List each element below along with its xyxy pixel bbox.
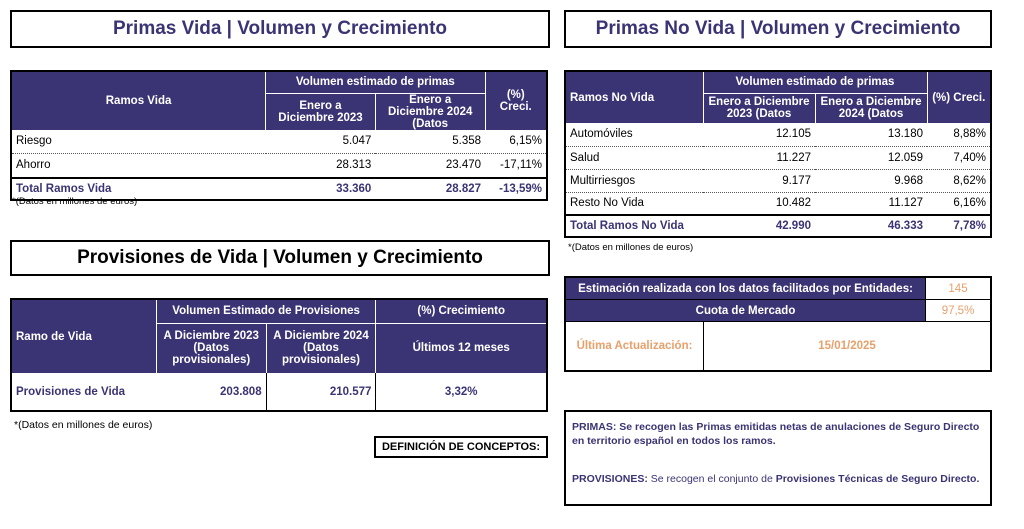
entidades-value: 145 xyxy=(926,278,990,300)
primas-text-c: en todos los ramos. xyxy=(673,435,776,447)
provisiones-note: *(Datos en millones de euros) xyxy=(14,419,153,431)
header-2024: Enero a Diciembre 2024 (Datos xyxy=(815,93,927,123)
provisiones-table xyxy=(10,298,548,412)
row-2023: 203.808 xyxy=(156,373,266,411)
row-creci: -17,11% xyxy=(485,154,547,178)
primas-novida-table xyxy=(564,70,992,238)
header-creci: (%) Creci. xyxy=(485,71,547,130)
definicion-conceptos-label: DEFINICIÓN DE CONCEPTOS: xyxy=(374,436,548,458)
provisiones-text-a: Se recogen el conjunto de xyxy=(650,473,776,485)
total-2023: 33.360 xyxy=(336,182,372,195)
header-2023: Enero a Diciembre 2023 xyxy=(266,93,376,130)
primas-text-a: Se recogen las xyxy=(619,421,697,433)
primas-vida-table xyxy=(10,70,548,201)
row-2024: 11.127 xyxy=(815,192,927,215)
row-name: Salud xyxy=(565,146,703,169)
primas-definition xyxy=(572,420,984,448)
row-name: Riesgo xyxy=(11,130,266,154)
total-row xyxy=(565,215,991,237)
table-row xyxy=(11,373,547,411)
row-creci: 6,15% xyxy=(485,130,547,154)
row-name: Ahorro xyxy=(11,154,266,178)
row-name: Automóviles xyxy=(565,123,703,146)
total-2023: 42.990 xyxy=(775,220,811,232)
table-row xyxy=(565,146,991,169)
total-creci: -13,59% xyxy=(499,182,542,195)
row-2023: 28.313 xyxy=(266,154,376,178)
row-name: Provisiones de Vida xyxy=(16,385,126,398)
header-2023: Enero a Diciembre 2023 (Datos xyxy=(703,93,815,123)
cuota-value: 97,5% xyxy=(926,300,990,322)
row-2023: 5.047 xyxy=(266,130,376,154)
actualizacion-label: Última Actualización: xyxy=(566,322,704,370)
header-dic-2024: A Diciembre 2024 (Datos provisionales) xyxy=(266,323,376,373)
primas-label: PRIMAS: xyxy=(572,421,617,433)
row-2024: 13.180 xyxy=(815,123,927,146)
row-creci: 8,88% xyxy=(927,123,991,146)
provisiones-label: PROVISIONES: xyxy=(572,473,648,485)
header-volumen-provisiones: Volumen Estimado de Provisiones xyxy=(156,299,376,323)
row-2024: 5.358 xyxy=(375,130,485,154)
header-ramos-vida: Ramos Vida xyxy=(11,71,266,130)
table-row xyxy=(11,154,547,178)
entidades-label: Estimación realizada con los datos facilitados por Entidades: xyxy=(566,278,926,300)
row-creci: 7,40% xyxy=(927,146,991,169)
table-row xyxy=(11,130,547,154)
header-volumen: Volumen estimado de primas xyxy=(703,71,927,93)
row-2023: 9.177 xyxy=(703,169,815,192)
table-row xyxy=(565,123,991,146)
row-creci: 6,16% xyxy=(927,192,991,215)
total-2024: 46.333 xyxy=(887,220,923,232)
header-dic-2023: A Diciembre 2023 (Datos provisionales) xyxy=(156,323,266,373)
row-2024: 210.577 xyxy=(266,373,376,411)
vida-note: *(Datos en millones de euros) xyxy=(12,196,138,207)
header-ramo-de-vida: Ramo de Vida xyxy=(11,299,156,373)
provisiones-text-b: Provisiones Técnicas de Seguro Directo. xyxy=(775,473,980,485)
header-volumen: Volumen estimado de primas xyxy=(266,71,485,93)
conceptos-panel xyxy=(564,410,992,506)
primas-novida-title: Primas No Vida | Volumen y Crecimiento xyxy=(564,10,992,48)
row-creci: 8,62% xyxy=(927,169,991,192)
primas-vida-title: Primas Vida | Volumen y Crecimiento xyxy=(10,10,550,48)
novida-note: *(Datos en millones de euros) xyxy=(568,242,694,253)
total-creci: 7,78% xyxy=(953,220,986,232)
row-2023: 10.482 xyxy=(703,192,815,215)
header-crecimiento: (%) Crecimiento xyxy=(376,299,547,323)
header-12-meses: Últimos 12 meses xyxy=(376,323,547,373)
provisiones-definition xyxy=(572,472,984,486)
row-name: Resto No Vida xyxy=(565,192,703,215)
row-2024: 9.968 xyxy=(815,169,927,192)
header-2024: Enero a Diciembre 2024 (Datos xyxy=(375,93,485,130)
primas-text-b: Primas emitidas netas de anulaciones de Seguro Directo en territorio español xyxy=(572,421,980,447)
row-2024: 23.470 xyxy=(375,154,485,178)
total-2024: 28.827 xyxy=(445,182,482,195)
estimacion-panel xyxy=(564,276,992,372)
row-2023: 12.105 xyxy=(703,123,815,146)
row-2024: 12.059 xyxy=(815,146,927,169)
header-creci: (%) Creci. xyxy=(927,71,991,123)
total-name: Total Ramos Vida xyxy=(16,182,112,195)
row-2023: 11.227 xyxy=(703,146,815,169)
row-name: Multirriesgos xyxy=(565,169,703,192)
table-row xyxy=(565,192,991,215)
header-ramos-novida: Ramos No Vida xyxy=(565,71,703,123)
cuota-label: Cuota de Mercado xyxy=(566,300,926,322)
table-row xyxy=(565,169,991,192)
row-crec: 3,32% xyxy=(444,385,478,398)
actualizacion-value: 15/01/2025 xyxy=(818,340,876,352)
total-name: Total Ramos No Vida xyxy=(570,220,684,232)
provisiones-title: Provisiones de Vida | Volumen y Crecimiento xyxy=(10,240,550,276)
